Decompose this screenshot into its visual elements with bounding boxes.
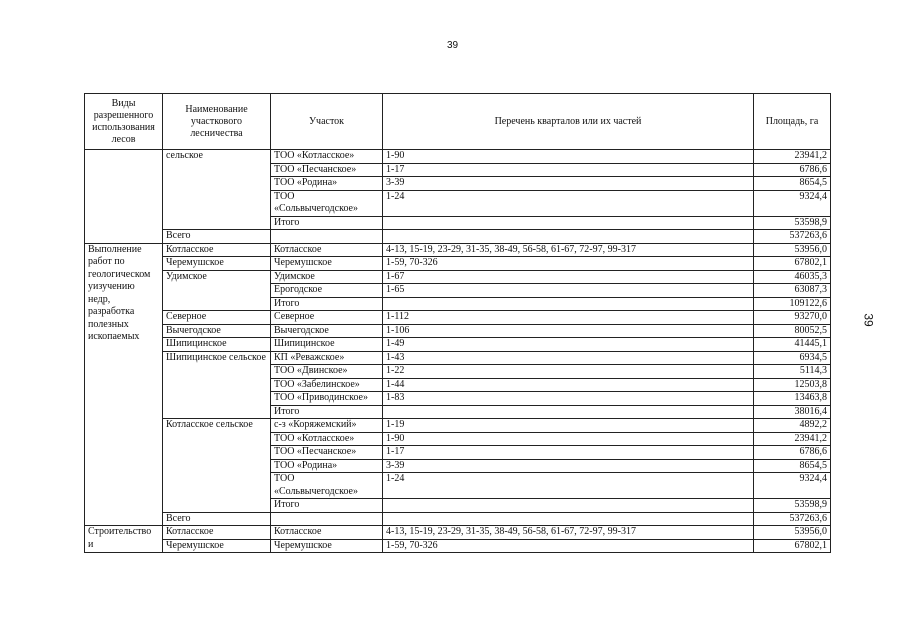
cell-area: 53598,9	[754, 499, 831, 513]
cell-forestry: Шипицинское сельское	[163, 351, 271, 419]
cell-area: 8654,5	[754, 177, 831, 191]
table-row	[85, 150, 831, 164]
page-number-side: 39	[861, 313, 876, 327]
cell-section: ТОО «Сольвычегодское»	[271, 473, 383, 499]
cell-quarters: 1-106	[383, 324, 754, 338]
cell-quarters: 3-39	[383, 177, 754, 191]
header-forestry: Наименование участкового лесничества	[163, 94, 271, 150]
cell-area: 80052,5	[754, 324, 831, 338]
cell-quarters: 1-67	[383, 270, 754, 284]
cell-area: 12503,8	[754, 378, 831, 392]
cell-section: Котласское	[271, 526, 383, 540]
cell-section: с-з «Коряжемский»	[271, 419, 383, 433]
cell-forestry: Черемушское	[163, 257, 271, 271]
cell-section: Черемушское	[271, 539, 383, 553]
cell-section: КП «Реважское»	[271, 351, 383, 365]
cell-quarters	[383, 230, 754, 244]
cell-section: Итого	[271, 216, 383, 230]
cell-section: Шипицинское	[271, 338, 383, 352]
cell-forestry: Всего	[163, 230, 271, 244]
header-section: Участок	[271, 94, 383, 150]
cell-area: 23941,2	[754, 432, 831, 446]
cell-section: ТОО «Забелинское»	[271, 378, 383, 392]
cell-quarters: 1-59, 70-326	[383, 539, 754, 553]
cell-section: ТОО «Двинское»	[271, 365, 383, 379]
cell-area: 67802,1	[754, 539, 831, 553]
cell-section: Итого	[271, 499, 383, 513]
cell-quarters: 1-19	[383, 419, 754, 433]
cell-use-type: Выполнение работ по геологическом уизучению недр, разработка полезных ископаемых	[85, 243, 163, 526]
cell-quarters	[383, 499, 754, 513]
table-row	[85, 338, 831, 352]
cell-forestry: Всего	[163, 512, 271, 526]
cell-quarters	[383, 512, 754, 526]
cell-quarters: 1-17	[383, 446, 754, 460]
cell-quarters: 1-22	[383, 365, 754, 379]
table-row-total	[85, 512, 831, 526]
cell-section: Итого	[271, 405, 383, 419]
cell-quarters	[383, 405, 754, 419]
cell-area: 537263,6	[754, 512, 831, 526]
cell-forestry: Котласское сельское	[163, 419, 271, 513]
cell-section: ТОО «Приводинское»	[271, 392, 383, 406]
cell-section: ТОО «Сольвычегодское»	[271, 190, 383, 216]
cell-area: 4892,2	[754, 419, 831, 433]
cell-section: Итого	[271, 297, 383, 311]
cell-use-type: Строительство и	[85, 526, 163, 553]
cell-area: 537263,6	[754, 230, 831, 244]
cell-forestry: Вычегодское	[163, 324, 271, 338]
cell-quarters: 4-13, 15-19, 23-29, 31-35, 38-49, 56-58, 61-67, 72-97, 99-317	[383, 243, 754, 257]
cell-quarters: 1-90	[383, 150, 754, 164]
cell-section	[271, 512, 383, 526]
header-area: Площадь, га	[754, 94, 831, 150]
cell-section: ТОО «Родина»	[271, 459, 383, 473]
cell-section: Котласское	[271, 243, 383, 257]
cell-section: Удимское	[271, 270, 383, 284]
cell-section: ТОО «Котласское»	[271, 432, 383, 446]
cell-quarters	[383, 297, 754, 311]
cell-quarters: 1-49	[383, 338, 754, 352]
cell-section: Северное	[271, 311, 383, 325]
cell-quarters: 1-112	[383, 311, 754, 325]
cell-area: 13463,8	[754, 392, 831, 406]
cell-forestry: Котласское	[163, 526, 271, 540]
cell-area: 109122,6	[754, 297, 831, 311]
cell-section: Вычегодское	[271, 324, 383, 338]
cell-area: 93270,0	[754, 311, 831, 325]
cell-quarters: 4-13, 15-19, 23-29, 31-35, 38-49, 56-58, 61-67, 72-97, 99-317	[383, 526, 754, 540]
cell-area: 53956,0	[754, 526, 831, 540]
cell-area: 9324,4	[754, 473, 831, 499]
table-row	[85, 257, 831, 271]
cell-section: ТОО «Родина»	[271, 177, 383, 191]
cell-quarters: 1-83	[383, 392, 754, 406]
table-row-total	[85, 230, 831, 244]
cell-quarters: 1-44	[383, 378, 754, 392]
table-row	[85, 539, 831, 553]
cell-area: 8654,5	[754, 459, 831, 473]
cell-area: 6786,6	[754, 163, 831, 177]
page-number-top: 39	[446, 40, 459, 51]
header-quarters: Перечень кварталов или их частей	[383, 94, 754, 150]
cell-forestry: Шипицинское	[163, 338, 271, 352]
cell-quarters: 1-24	[383, 473, 754, 499]
cell-quarters: 1-24	[383, 190, 754, 216]
cell-area: 6786,6	[754, 446, 831, 460]
table-row	[85, 324, 831, 338]
cell-area: 9324,4	[754, 190, 831, 216]
cell-area: 63087,3	[754, 284, 831, 298]
cell-forestry: Удимское	[163, 270, 271, 311]
header-use-type: Виды разрешенного использования лесов	[85, 94, 163, 150]
cell-area: 6934,5	[754, 351, 831, 365]
table-header-row	[85, 94, 831, 150]
cell-section: ТОО «Котласское»	[271, 150, 383, 164]
table-row	[85, 351, 831, 365]
cell-section: ТОО «Песчанское»	[271, 446, 383, 460]
cell-quarters: 3-39	[383, 459, 754, 473]
table-row	[85, 419, 831, 433]
cell-quarters: 1-59, 70-326	[383, 257, 754, 271]
cell-area: 53598,9	[754, 216, 831, 230]
table-row	[85, 526, 831, 540]
cell-section: Ерогодское	[271, 284, 383, 298]
cell-area: 46035,3	[754, 270, 831, 284]
cell-forestry: сельское	[163, 150, 271, 230]
cell-area: 53956,0	[754, 243, 831, 257]
cell-area: 23941,2	[754, 150, 831, 164]
table-row	[85, 311, 831, 325]
cell-section: ТОО «Песчанское»	[271, 163, 383, 177]
cell-quarters: 1-65	[383, 284, 754, 298]
cell-quarters: 1-17	[383, 163, 754, 177]
table-row	[85, 243, 831, 257]
table-row	[85, 270, 831, 284]
cell-area: 41445,1	[754, 338, 831, 352]
cell-forestry: Черемушское	[163, 539, 271, 553]
forest-use-table	[84, 93, 831, 553]
cell-area: 38016,4	[754, 405, 831, 419]
cell-quarters: 1-43	[383, 351, 754, 365]
cell-area: 5114,3	[754, 365, 831, 379]
cell-forestry: Северное	[163, 311, 271, 325]
cell-section: Черемушское	[271, 257, 383, 271]
cell-forestry: Котласское	[163, 243, 271, 257]
cell-section	[271, 230, 383, 244]
cell-area: 67802,1	[754, 257, 831, 271]
cell-quarters: 1-90	[383, 432, 754, 446]
cell-use-type-empty	[85, 150, 163, 244]
cell-quarters	[383, 216, 754, 230]
